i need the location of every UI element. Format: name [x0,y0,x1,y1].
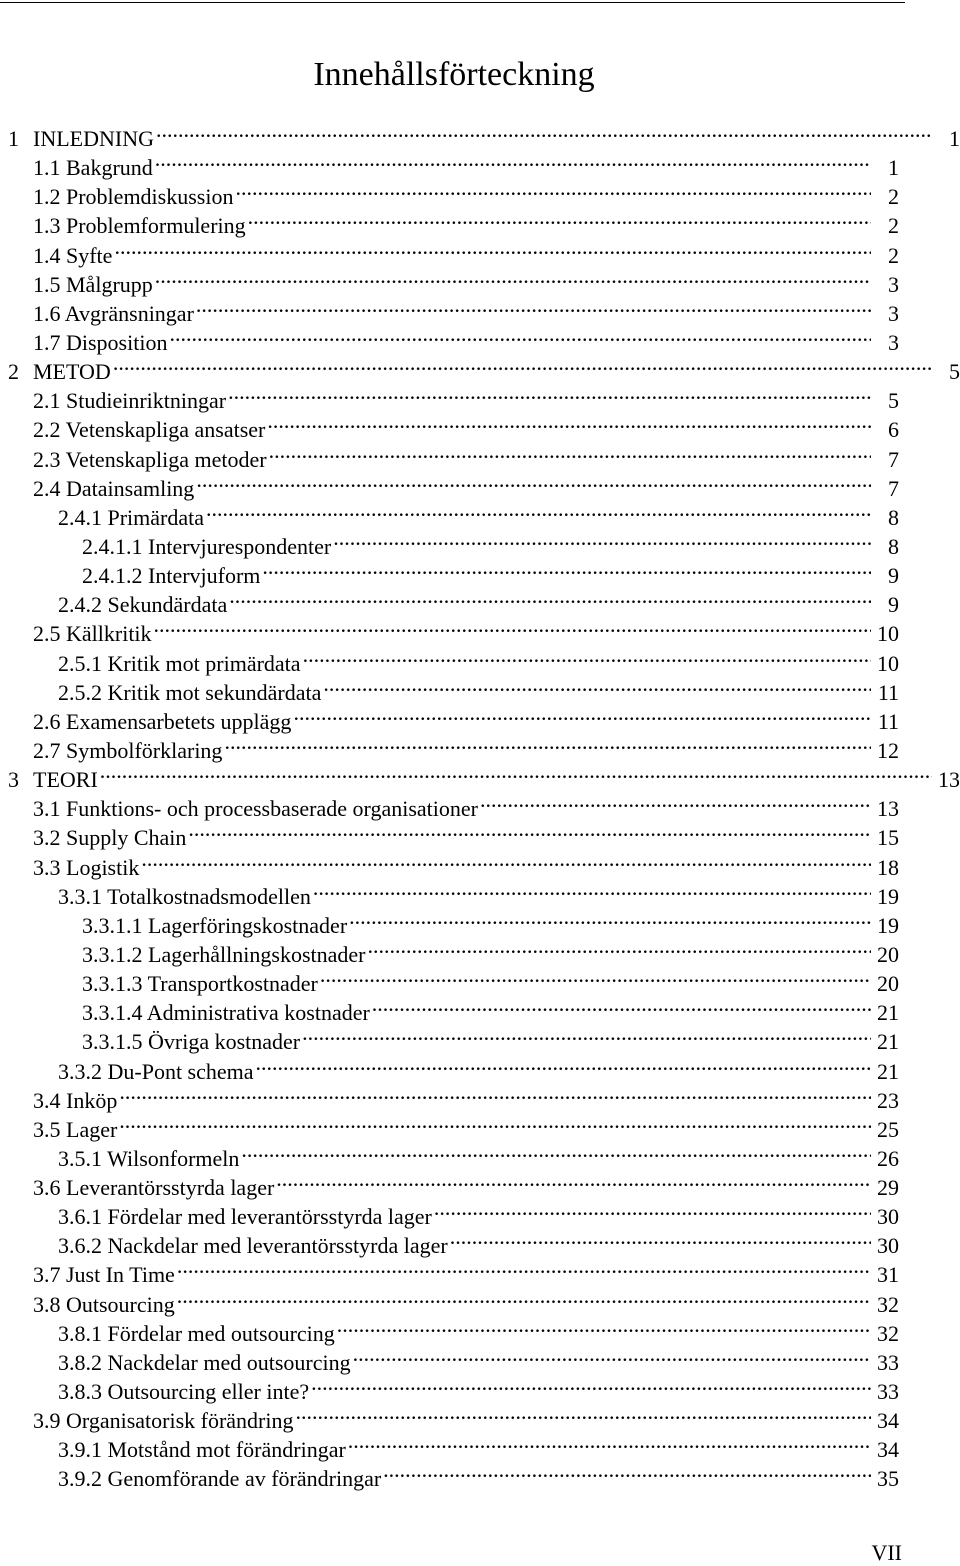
dot-leader [337,1312,871,1341]
toc-chapter-number: 3 [8,767,19,793]
toc-entry-label: 2.3 Vetenskapliga metoder [33,446,267,472]
toc-entry-label: 3.8.2 Nackdelar med outsourcing [58,1349,351,1375]
toc-entry[interactable] [0,379,899,414]
toc-entry-label: 2.4.1.2 Intervjuform [82,563,261,589]
dot-leader [229,583,871,612]
toc-entry[interactable] [0,554,899,589]
toc-entry[interactable] [0,175,899,210]
toc-entry-page: 19 [877,912,899,938]
toc-entry[interactable] [0,1312,899,1346]
toc-entry-label: 3.3.1 Totalkostnadsmodellen [58,883,311,909]
toc-entry-page: 33 [877,1349,899,1375]
toc-entry-page: 3 [888,329,899,355]
toc-entry[interactable] [0,583,899,618]
toc-entry-label: 2.7 Symbolförklaring [33,737,223,763]
toc-entry-page: 13 [938,767,960,793]
dot-leader [141,846,871,875]
toc-entry[interactable] [0,1399,899,1434]
dot-leader [353,1341,871,1370]
toc-entry-page: 5 [888,388,899,414]
dot-leader [267,408,871,437]
dot-leader [303,642,871,671]
toc-entry-page: 8 [888,504,899,530]
dot-leader [156,117,932,146]
toc-entry-page: 32 [877,1320,899,1346]
dot-leader [269,438,871,467]
toc-entry[interactable] [0,1195,899,1230]
toc-entry-label: 2.2 Vetenskapliga ansatser [33,417,266,443]
toc-entry-page: 1 [949,126,960,151]
dot-leader [113,350,932,379]
dot-leader [349,904,871,933]
dot-leader [224,729,871,758]
toc-entry-page: 30 [877,1233,899,1259]
dot-leader [311,1370,871,1399]
page-number: VII [871,1540,902,1565]
dot-leader [119,1108,871,1137]
dot-leader [296,1399,872,1428]
toc-entry[interactable] [0,933,899,967]
toc-entry-label: 3.9.1 Motstånd mot förändringar [58,1437,346,1463]
toc-entry-label: 3.6.2 Nackdelar med leverantörsstyrda lager [58,1233,448,1259]
dot-leader [248,204,871,233]
toc-entry[interactable] [0,816,899,851]
toc-chapter-number: 1 [8,126,19,151]
toc-entry-page: 13 [877,796,899,822]
toc-entry-page: 30 [877,1204,899,1230]
toc-entry[interactable] [0,1253,899,1288]
toc-entry[interactable] [0,729,899,763]
toc-entry-page: 3 [888,271,899,297]
toc-entry-page: 5 [949,359,960,385]
toc-entry[interactable] [0,496,899,530]
toc-entry[interactable] [0,1224,899,1259]
toc-entry-page: 10 [877,650,899,676]
dot-leader [313,875,871,904]
toc-entry[interactable] [0,1079,899,1113]
toc-entry[interactable] [0,204,899,239]
toc-entry-label: 1.7 Disposition [33,329,168,355]
toc-entry-label: 3.3.1.3 Transportkostnader [82,971,318,997]
toc-entry-label: 2.4.2 Sekundärdata [58,592,228,618]
toc-entry[interactable] [0,292,899,326]
dot-leader [196,292,871,321]
toc-entry[interactable] [0,1370,899,1405]
toc-entry-label: 3.3.1.1 Lagerföringskostnader [82,912,348,938]
toc-entry[interactable] [0,234,899,268]
toc-entry[interactable] [0,612,899,647]
toc-entry[interactable] [0,1457,899,1492]
toc-entry-page: 21 [877,1029,899,1055]
toc-chapter-title: INLEDNING [33,126,154,151]
page-title: Innehållsförteckning [313,56,595,93]
dot-leader [228,379,871,408]
toc-entry-label: 1.5 Målgrupp [33,271,153,297]
toc-entry-label: 3.7 Just In Time [33,1262,175,1288]
toc-entry[interactable] [0,1283,899,1317]
toc-entry-page: 20 [877,971,899,997]
dot-leader [235,175,871,204]
toc-entry[interactable] [0,787,899,822]
toc-entry[interactable] [0,671,899,705]
dot-leader [348,1428,871,1457]
toc-entry-label: 1.2 Problemdiskussion [33,184,234,210]
toc-entry[interactable] [0,263,899,297]
dot-leader [119,1079,871,1108]
toc-entry[interactable] [0,1108,899,1142]
dot-leader [450,1224,871,1253]
toc-entry-page: 12 [877,737,899,763]
toc-entry-label: 3.3.1.5 Övriga kostnader [82,1029,301,1055]
toc-entry-label: 2.6 Examensarbetets upplägg [33,708,292,734]
dot-leader [480,787,871,816]
toc-entry[interactable] [0,525,899,559]
dot-leader [256,1050,871,1079]
top-rule [0,2,905,3]
toc-entry[interactable] [0,117,960,151]
toc-entry-label: 3.8 Outsourcing [33,1291,175,1317]
dot-leader [320,962,871,991]
dot-leader [154,612,871,641]
toc-entry[interactable] [0,1050,899,1084]
toc-entry-label: 3.3.1.4 Administrativa kostnader [82,1000,370,1026]
dot-leader [188,816,871,845]
dot-leader [177,1283,871,1312]
toc-entry-page: 20 [877,941,899,967]
toc-entry[interactable] [0,350,960,385]
dot-leader [196,467,871,496]
toc-entry-label: 3.8.1 Fördelar med outsourcing [58,1320,335,1346]
toc-entry-page: 34 [877,1437,899,1463]
toc-entry-page: 15 [877,825,899,851]
toc-entry[interactable] [0,846,899,880]
toc-entry[interactable] [0,438,899,472]
toc-entry[interactable] [0,146,899,181]
toc-entry-page: 9 [888,592,899,618]
toc-entry-page: 21 [877,1058,899,1084]
toc-entry-page: 23 [877,1087,899,1113]
dot-leader [114,234,871,263]
toc-entry-label: 3.8.3 Outsourcing eller inte? [58,1379,310,1405]
toc-entry-page: 11 [877,708,899,734]
dot-leader [368,933,872,962]
toc-entry[interactable] [0,1137,899,1171]
toc-entry-page: 19 [877,883,899,909]
dot-leader [333,525,871,554]
toc-entry[interactable] [0,642,899,676]
toc-entry[interactable] [0,1020,899,1055]
toc-entry[interactable] [0,1166,899,1201]
toc-entry-label: 3.4 Inköp [33,1087,118,1113]
toc-entry-page: 3 [888,300,899,326]
toc-entry-page: 32 [877,1291,899,1317]
toc-entry[interactable] [0,700,899,734]
toc-entry-label: 2.4.1 Primärdata [58,504,205,530]
dot-leader [100,758,932,787]
dot-leader [276,1166,871,1195]
toc-entry-label: 1.3 Problemformulering [33,213,246,239]
dot-leader [169,321,871,350]
dot-leader [302,1020,871,1049]
toc-entry-page: 9 [888,563,899,589]
toc-entry-page: 1 [888,155,899,181]
toc-entry-label: 2.5 Källkritik [33,621,152,647]
toc-entry-label: 2.4.1.1 Intervjurespondenter [82,533,332,559]
toc-entry-label: 2.5.2 Kritik mot sekundärdata [58,679,322,705]
toc-entry-label: 3.3.1.2 Lagerhållningskostnader [82,941,366,967]
dot-leader [177,1253,871,1282]
toc-entry[interactable] [0,991,899,1026]
dot-leader [383,1457,871,1486]
toc-entry-page: 21 [877,1000,899,1026]
toc-entry-page: 25 [877,1116,899,1142]
toc-entry[interactable] [0,1341,899,1375]
toc-entry-page: 33 [877,1379,899,1405]
toc-entry-label: 2.4 Datainsamling [33,475,195,501]
toc-entry[interactable] [0,1428,899,1463]
toc-entry[interactable] [0,467,899,501]
toc-chapter-number: 2 [8,359,19,385]
toc-entry-label: 3.2 Supply Chain [33,825,187,851]
dot-leader [262,554,871,583]
toc-entry-page: 7 [888,446,899,472]
toc-entry[interactable] [0,321,899,355]
toc-entry-label: 3.9.2 Genomförande av förändringar [58,1466,382,1492]
toc-entry-label: 1.1 Bakgrund [33,155,153,181]
toc-entry-page: 35 [877,1466,899,1492]
toc-entry[interactable] [0,962,899,997]
table-of-contents [0,117,960,1492]
toc-entry-label: 3.9 Organisatorisk förändring [33,1408,294,1434]
dot-leader [241,1137,871,1166]
toc-entry-label: 3.6.1 Fördelar med leverantörsstyrda lager [58,1204,432,1230]
toc-entry-label: 3.5 Lager [33,1116,118,1142]
toc-entry-page: 34 [877,1408,899,1434]
toc-entry-page: 29 [877,1175,899,1201]
toc-entry-page: 2 [888,213,899,239]
toc-entry[interactable] [0,758,960,793]
toc-entry[interactable] [0,408,899,443]
dot-leader [293,700,871,729]
toc-chapter-title: METOD [33,359,111,385]
dot-leader [155,263,871,292]
toc-entry-page: 10 [877,621,899,647]
toc-entry-page: 2 [888,242,899,268]
toc-chapter-title: TEORI [33,767,98,793]
toc-entry-label: 1.6 Avgränsningar [33,300,194,326]
toc-entry-label: 3.6 Leverantörsstyrda lager [33,1175,275,1201]
toc-entry-page: 7 [888,475,899,501]
toc-entry-page: 11 [877,679,899,705]
toc-entry-page: 2 [888,184,899,210]
toc-entry-label: 3.3.2 Du-Pont schema [58,1058,254,1084]
toc-entry-label: 2.5.1 Kritik mot primärdata [58,650,301,676]
toc-entry-page: 6 [888,417,899,443]
toc-entry-page: 31 [877,1262,899,1288]
dot-leader [206,496,871,525]
toc-entry-page: 18 [877,854,899,880]
dot-leader [155,146,871,175]
dot-leader [323,671,871,700]
toc-entry-label: 3.5.1 Wilsonformeln [58,1145,240,1171]
toc-entry-label: 2.1 Studieinriktningar [33,388,227,414]
toc-entry[interactable] [0,875,899,909]
toc-entry[interactable] [0,904,899,938]
toc-entry-page: 26 [877,1145,899,1171]
toc-entry-label: 3.1 Funktions- och processbaserade organisationer [33,796,478,822]
toc-entry-label: 1.4 Syfte [33,242,113,268]
toc-entry-label: 3.3 Logistik [33,854,140,880]
dot-leader [434,1195,871,1224]
dot-leader [372,991,871,1020]
toc-entry-page: 8 [888,533,899,559]
